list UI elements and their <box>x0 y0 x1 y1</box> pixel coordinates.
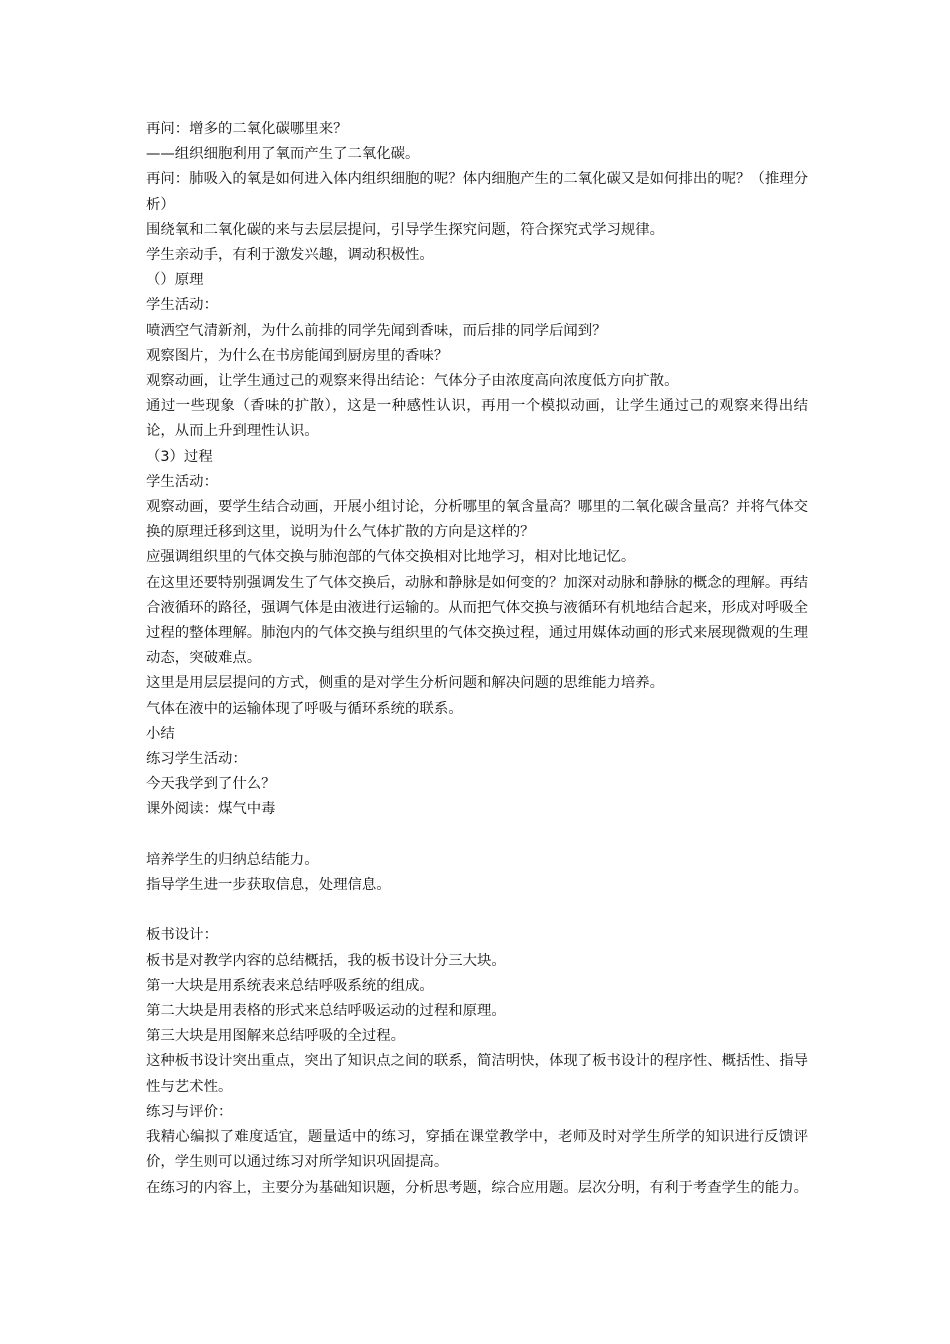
paragraph-practice-design: 我精心编拟了难度适宜，题量适中的练习，穿插在课堂教学中，老师及时对学生所学的知识进行反馈评价，学生则可以通过练习对所学知识巩固提高。 <box>146 1129 808 1171</box>
paragraph-artery-vein: 在这里还要特别强调发生了气体交换后，动脉和静脉是如何变的？加深对动脉和静脉的概念的理解。再结合液循环的路径，强调气体是由液进行运输的。从而把气体交换与液循环有机地结合起来，形成对呼吸全过程的整体理解。肺泡内的气体交换与组织里的气体交换过程，通过用媒体动画的形式来展现微观的生理动态，突破难点。 <box>146 574 808 667</box>
paragraph-board-three-blocks: 板书是对教学内容的总结概括，我的板书设计分三大块。 <box>146 952 506 969</box>
heading-practice-evaluation: 练习与评价： <box>146 1103 233 1120</box>
paragraph-observe-picture: 观察图片，为什么在书房能闻到厨房里的香味？ <box>146 347 449 364</box>
paragraph-block-one: 第一大块是用系统表来总结呼吸系统的组成。 <box>146 977 434 994</box>
paragraph-obtain-information: 指导学生进一步获取信息，处理信息。 <box>146 877 391 894</box>
paragraph-question-oxygen-path: 再问：肺吸入的氧是如何进入体内组织细胞的呢？体内细胞产生的二氧化碳又是如何排出的呢？（推理分析） <box>146 171 808 213</box>
paragraph-extra-reading: 课外阅读：煤气中毒 <box>146 801 276 818</box>
paragraph-answer-cells: ——组织细胞利用了氧而产生了二氧化碳。 <box>146 146 420 163</box>
label-student-activity: 学生活动： <box>146 297 218 314</box>
paragraph-observe-animation: 观察动画，让学生通过己的观察来得出结论：气体分子由浓度高向浓度低方向扩散。 <box>146 373 679 390</box>
paragraph-perceptual-rational: 通过一些现象（香味的扩散），这是一种感性认识，再用一个模拟动画，让学生通过己的观察来得出结论，从而上升到理性认识。 <box>146 398 808 440</box>
paragraph-hands-on: 学生亲动手，有利于激发兴趣，调动积极性。 <box>146 247 434 264</box>
heading-summary: 小结 <box>146 725 175 742</box>
label-practice-activity: 练习学生活动： <box>146 751 247 768</box>
document-body <box>146 117 808 1201</box>
paragraph-board-features: 这种板书设计突出重点，突出了知识点之间的联系，简洁明快，体现了板书设计的程序性、概括性、指导性与艺术性。 <box>146 1053 808 1095</box>
paragraph-group-discussion: 观察动画，要学生结合动画，开展小组讨论，分析哪里的氧含量高？哪里的二氧化碳含量高？并将气体交换的原理迁移到这里，说明为什么气体扩散的方向是这样的？ <box>146 499 808 541</box>
paragraph-summarize-ability: 培养学生的归纳总结能力。 <box>146 851 319 868</box>
paragraph-what-learned: 今天我学到了什么？ <box>146 776 276 793</box>
paragraph-block-three: 第三大块是用图解来总结呼吸的全过程。 <box>146 1028 406 1045</box>
paragraph-inquiry-learning: 围绕氧和二氧化碳的来与去层层提问，引导学生探究问题，符合探究式学习规律。 <box>146 221 665 238</box>
blank-line-2 <box>146 898 808 923</box>
paragraph-circulation-link: 气体在液中的运输体现了呼吸与循环系统的联系。 <box>146 700 463 717</box>
paragraph-practice-content: 在练习的内容上，主要分为基础知识题，分析思考题，综合应用题。层次分明，有利于考查学生的能力。 <box>146 1179 808 1196</box>
blank-line <box>146 823 808 848</box>
paragraph-layered-questions: 这里是用层层提问的方式，侧重的是对学生分析问题和解决问题的思维能力培养。 <box>146 675 665 692</box>
paragraph-block-two: 第二大块是用表格的形式来总结呼吸运动的过程和原理。 <box>146 1003 506 1020</box>
paragraph-comparative-learning: 应强调组织里的气体交换与肺泡部的气体交换相对比地学习，相对比地记忆。 <box>146 549 636 566</box>
label-student-activity-2: 学生活动： <box>146 473 218 490</box>
heading-process: （3）过程 <box>146 448 213 465</box>
heading-principle: （）原理 <box>146 272 204 289</box>
paragraph-air-freshener: 喷洒空气清新剂，为什么前排的同学先闻到香味，而后排的同学后闻到？ <box>146 322 607 339</box>
heading-board-design: 板书设计： <box>146 927 218 944</box>
paragraph-question-co2-source: 再问：增多的二氧化碳哪里来？ <box>146 121 348 137</box>
